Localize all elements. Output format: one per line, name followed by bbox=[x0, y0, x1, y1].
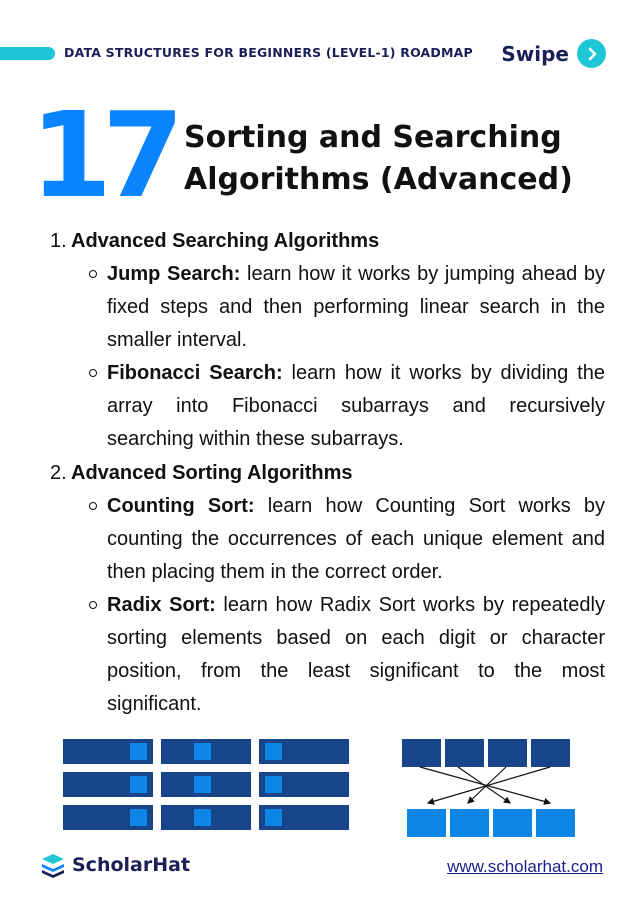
slide-number: 17 bbox=[30, 86, 175, 224]
content-list bbox=[50, 226, 605, 723]
array-cell bbox=[63, 805, 153, 830]
section-title bbox=[50, 458, 605, 488]
item-term: Jump Search: bbox=[107, 263, 241, 285]
accent-bar bbox=[0, 47, 55, 60]
bullet-icon bbox=[89, 270, 97, 278]
list-item bbox=[50, 357, 605, 456]
item-term: Fibonacci Search: bbox=[107, 362, 283, 384]
page-title-line1: Sorting and Searching bbox=[184, 120, 562, 155]
array-cell bbox=[161, 739, 251, 764]
section-heading: Advanced Searching Algorithms bbox=[71, 230, 380, 252]
roadmap-title: DATA STRUCTURES FOR BEGINNERS (LEVEL-1) ROADMAP bbox=[64, 45, 473, 60]
item-term: Counting Sort: bbox=[107, 495, 255, 517]
list-item bbox=[50, 589, 605, 721]
section-number: 1. bbox=[50, 230, 67, 252]
sort-diagram-illustration bbox=[398, 736, 580, 842]
scholarhat-logo-icon bbox=[40, 852, 66, 878]
section-title bbox=[50, 226, 605, 256]
item-text: learn how Counting Sort works by counting the occurrences of each unique element and then placing them in the correct order. bbox=[107, 495, 606, 583]
page-title bbox=[184, 117, 604, 201]
section-searching bbox=[50, 226, 605, 456]
swipe-label: Swipe bbox=[501, 41, 569, 66]
sub-list bbox=[50, 258, 605, 456]
section-heading: Advanced Sorting Algorithms bbox=[71, 462, 353, 484]
array-cell bbox=[63, 739, 153, 764]
array-cell bbox=[63, 772, 153, 797]
array-cell bbox=[259, 805, 349, 830]
item-term: Radix Sort: bbox=[107, 594, 216, 616]
section-number: 2. bbox=[50, 462, 67, 484]
swipe-button[interactable] bbox=[501, 39, 606, 68]
list-item bbox=[50, 490, 605, 589]
item-text: learn how Radix Sort works by repeatedly sorting elements based on each digit or character position, from the least significant to the most significant. bbox=[107, 594, 605, 715]
page-title-line2: Algorithms (Advanced) bbox=[184, 162, 573, 197]
bullet-icon bbox=[89, 502, 97, 510]
array-cell bbox=[161, 805, 251, 830]
array-cell bbox=[259, 772, 349, 797]
chevron-right-icon bbox=[577, 39, 606, 68]
section-sorting bbox=[50, 458, 605, 721]
website-link[interactable]: www.scholarhat.com bbox=[447, 857, 603, 876]
brand-logo bbox=[40, 852, 190, 878]
array-cell bbox=[161, 772, 251, 797]
brand-name: ScholarHat bbox=[72, 854, 191, 876]
bullet-icon bbox=[89, 369, 97, 377]
bullet-icon bbox=[89, 601, 97, 609]
array-cell bbox=[259, 739, 349, 764]
sub-list bbox=[50, 490, 605, 721]
item-text: learn how it works by jumping ahead by fixed steps and then performing linear search in the smaller interval. bbox=[107, 263, 605, 351]
list-item bbox=[50, 258, 605, 357]
item-text: learn how it works by dividing the array into Fibonacci subarrays and recursively searching within these subarrays. bbox=[107, 362, 605, 450]
